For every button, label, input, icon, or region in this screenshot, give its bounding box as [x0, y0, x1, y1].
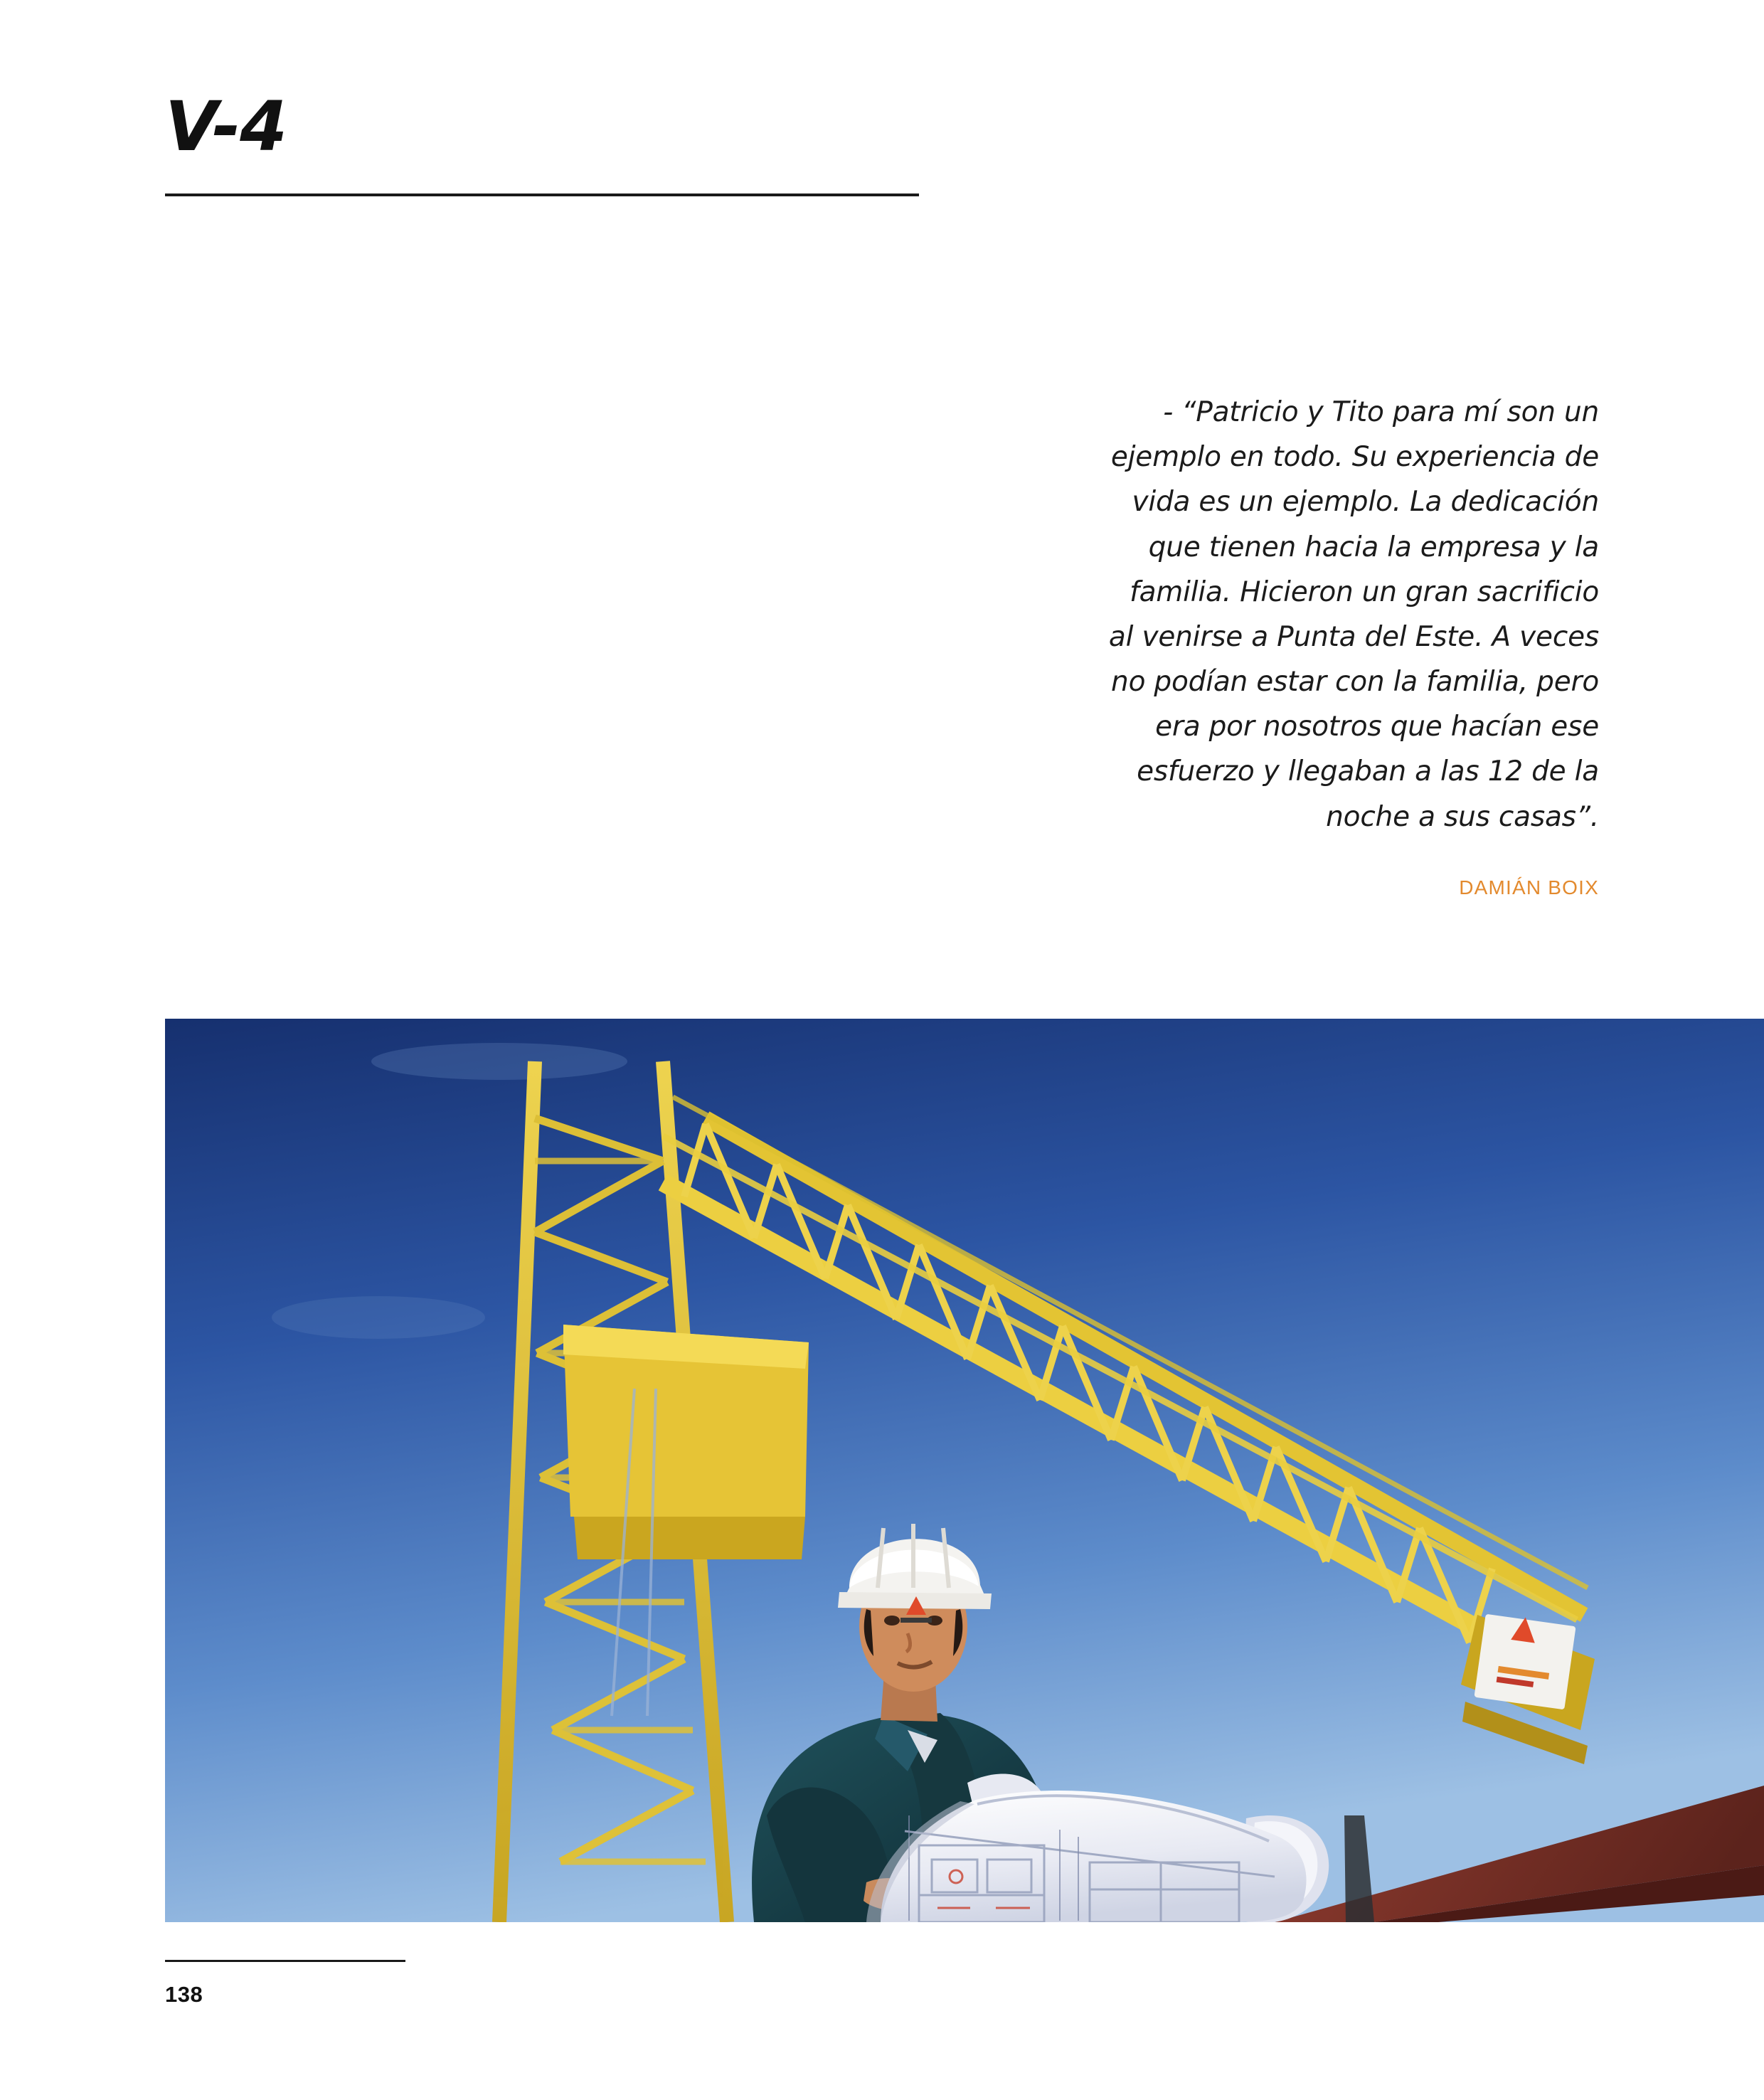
quote-text: - “Patricio y Tito para mí son un ejemplo en todo. Su experiencia de vida es un ejemplo. La dedicación que tienen hacia la empresa y la familia. Hicieron un gran sacrificio al venirse a Punta del Este. A veces no podían estar con la familia, pero era por nosotros que hacían ese esfuerzo y llegaban a las 12 de la noche a sus casas”.: [1108, 396, 1599, 833]
pull-quote: [1101, 390, 1599, 899]
photograph: [165, 1019, 1764, 1922]
page-header: [165, 87, 926, 196]
folio: [165, 1960, 405, 2008]
photo-illustration: [165, 1019, 1764, 1922]
folio-divider: [165, 1960, 405, 1962]
page-number: 138: [165, 1982, 203, 2007]
header-divider: [165, 193, 919, 196]
chapter-label: V-4: [165, 87, 287, 166]
quote-attribution: DAMIÁN BOIX: [1459, 876, 1599, 898]
